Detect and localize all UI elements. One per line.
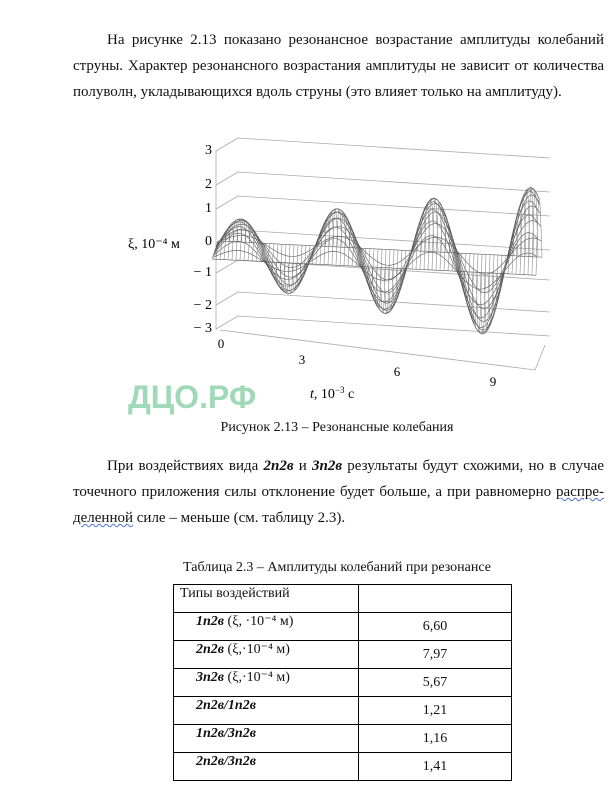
text-line: На рисунке 2.13 показано резонансное возрастание амплитуды колебаний <box>107 32 604 48</box>
z-tick: 0 <box>205 234 212 249</box>
table-row <box>174 753 512 781</box>
figure-caption: Рисунок 2.13 – Резонансные колебания <box>220 420 454 435</box>
type-cell: 1п2в (ξ, ·10⁻⁴ м) <box>174 613 359 641</box>
t-axis-line <box>217 330 545 370</box>
mesh-line <box>213 251 537 290</box>
z-tick: 2 <box>205 177 212 192</box>
type-cell: 3п2в (ξ,·10⁻⁴ м) <box>174 669 359 697</box>
resonance-figure <box>120 130 550 415</box>
type-cell: 2п2в (ξ,·10⁻⁴ м) <box>174 641 359 669</box>
grid-line <box>216 172 550 192</box>
t-tick-labels <box>218 336 497 389</box>
table-row <box>174 725 512 753</box>
table-row <box>174 641 512 669</box>
mesh-line <box>536 199 542 275</box>
z-tick: 1 <box>205 201 212 216</box>
text-line: точечного приложения силы отклонение будет больше, а при равномерно распре- <box>73 484 604 500</box>
text-line: струны. Характер резонансного возрастания амплитуды не зависит от количества <box>73 58 604 74</box>
text-line: деленной силе – меньше (см. таблицу 2.3). <box>73 510 346 526</box>
z-axis-label: ξ, 10⁻⁴ м <box>128 237 180 252</box>
table-header-row <box>174 585 512 613</box>
watermark: ДЦО.РФ <box>128 379 257 415</box>
header-cell <box>359 585 512 613</box>
mesh-line <box>480 254 486 334</box>
z-tick: − 1 <box>193 265 212 280</box>
value-cell: 1,16 <box>359 725 512 753</box>
value-cell: 5,67 <box>359 669 512 697</box>
text-line: полуволн, укладывающихся вдоль струны (это влияет только на амплитуду). <box>73 84 562 100</box>
z-tick: − 3 <box>193 321 212 336</box>
text-line: При воздействиях вида 2п2в и 3п2в результаты будут схожими, но в случае <box>107 458 605 474</box>
type-cell: 1п2в/3п2в <box>174 725 359 753</box>
header-cell: Типы воздействий <box>174 585 359 613</box>
z-tick: − 2 <box>193 298 212 313</box>
surface-mesh <box>212 187 542 334</box>
table-row <box>174 697 512 725</box>
value-cell: 1,21 <box>359 697 512 725</box>
spellcheck-word[interactable]: распре- <box>556 484 604 500</box>
mesh-line <box>218 241 542 257</box>
table-caption: Таблица 2.3 – Амплитуды колебаний при резонансе <box>183 560 491 575</box>
t-tick: 9 <box>489 374 497 389</box>
t-tick: 0 <box>217 336 225 351</box>
grid-line <box>216 196 550 216</box>
mesh-line <box>212 259 536 275</box>
type-cell: 2п2в/3п2в <box>174 753 359 781</box>
grid-line <box>216 138 550 158</box>
z-tick: 3 <box>205 143 212 158</box>
grid-line <box>216 316 550 336</box>
table-row <box>174 669 512 697</box>
value-cell: 1,41 <box>359 753 512 781</box>
t-tick: 3 <box>298 352 306 367</box>
value-cell: 6,60 <box>359 613 512 641</box>
spellcheck-word[interactable]: деленной <box>73 510 134 526</box>
amplitude-table <box>173 584 512 781</box>
grid-planes <box>216 138 550 370</box>
table-row <box>174 613 512 641</box>
value-cell: 7,97 <box>359 641 512 669</box>
z-tick-labels <box>194 143 212 336</box>
type-cell: 2п2в/1п2в <box>174 697 359 725</box>
t-axis-label: t, $10^{-3}$ с <box>310 385 355 402</box>
t-tick: 6 <box>393 364 401 379</box>
